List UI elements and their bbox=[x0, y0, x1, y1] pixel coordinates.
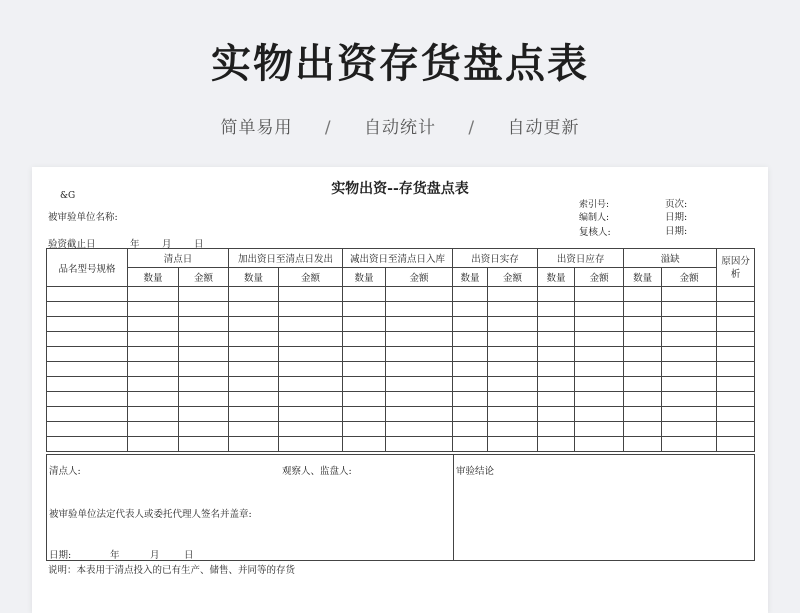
col-header-group: 出资日应存 bbox=[538, 249, 624, 268]
table-cell bbox=[128, 287, 179, 302]
table-cell bbox=[575, 302, 624, 317]
table-cell bbox=[717, 392, 755, 407]
table-cell bbox=[717, 437, 755, 452]
table-cell bbox=[386, 407, 453, 422]
table-cell bbox=[717, 287, 755, 302]
table-cell bbox=[538, 407, 575, 422]
table-cell bbox=[662, 392, 717, 407]
table-cell bbox=[717, 422, 755, 437]
table-cell bbox=[279, 302, 343, 317]
table-cell bbox=[128, 377, 179, 392]
separator: / bbox=[324, 118, 332, 138]
table-cell bbox=[128, 422, 179, 437]
page-label: 页次: bbox=[665, 199, 688, 210]
table-cell bbox=[386, 332, 453, 347]
table-cell bbox=[386, 347, 453, 362]
table-cell bbox=[624, 287, 662, 302]
table-cell bbox=[717, 332, 755, 347]
table-cell bbox=[717, 377, 755, 392]
col-header-group: 清点日 bbox=[128, 249, 229, 268]
table-row bbox=[47, 347, 755, 362]
table-cell bbox=[229, 317, 279, 332]
table-cell bbox=[575, 392, 624, 407]
table-row bbox=[47, 317, 755, 332]
feature-item: 自动更新 bbox=[507, 118, 580, 138]
table-cell bbox=[47, 347, 128, 362]
table-cell bbox=[488, 317, 538, 332]
col-header-amount: 金额 bbox=[488, 268, 538, 287]
col-header-group: 加出资日至清点日发出 bbox=[229, 249, 343, 268]
table-cell bbox=[662, 317, 717, 332]
separator: / bbox=[468, 118, 476, 138]
table-cell bbox=[662, 422, 717, 437]
table-cell bbox=[624, 377, 662, 392]
footer-month: 月 bbox=[150, 550, 160, 561]
table-cell bbox=[279, 332, 343, 347]
table-row bbox=[47, 422, 755, 437]
table-cell bbox=[386, 302, 453, 317]
table-cell bbox=[575, 362, 624, 377]
table-cell bbox=[229, 362, 279, 377]
table-cell bbox=[386, 437, 453, 452]
table-row bbox=[47, 332, 755, 347]
table-cell bbox=[538, 437, 575, 452]
cutoff-month: 月 bbox=[162, 239, 172, 250]
table-cell bbox=[575, 437, 624, 452]
footer-date-label: 日期: bbox=[49, 550, 72, 561]
table-cell bbox=[47, 362, 128, 377]
table-cell bbox=[575, 422, 624, 437]
footer-day: 日 bbox=[184, 550, 194, 561]
table-cell bbox=[343, 422, 386, 437]
table-cell bbox=[343, 302, 386, 317]
feature-item: 自动统计 bbox=[364, 118, 436, 138]
table-cell bbox=[179, 362, 229, 377]
table-cell bbox=[229, 332, 279, 347]
table-cell bbox=[575, 287, 624, 302]
table-row bbox=[47, 377, 755, 392]
col-header-qty: 数量 bbox=[128, 268, 179, 287]
col-header-group: 溢缺 bbox=[624, 249, 717, 268]
table-cell bbox=[453, 317, 488, 332]
table-cell bbox=[386, 362, 453, 377]
table-cell bbox=[488, 332, 538, 347]
table-cell bbox=[47, 287, 128, 302]
table-cell bbox=[179, 317, 229, 332]
table-cell bbox=[279, 347, 343, 362]
table-cell bbox=[575, 347, 624, 362]
table-row bbox=[47, 407, 755, 422]
table-cell bbox=[717, 362, 755, 377]
table-cell bbox=[179, 422, 229, 437]
table-cell bbox=[179, 437, 229, 452]
table-cell bbox=[538, 332, 575, 347]
table-cell bbox=[538, 362, 575, 377]
inventory-table bbox=[46, 248, 755, 452]
table-cell bbox=[229, 422, 279, 437]
counter-label: 清点人: bbox=[49, 466, 81, 477]
table-cell bbox=[179, 332, 229, 347]
table-cell bbox=[343, 287, 386, 302]
table-cell bbox=[179, 377, 229, 392]
table-cell bbox=[128, 362, 179, 377]
table-row bbox=[47, 302, 755, 317]
table-cell bbox=[229, 287, 279, 302]
table-cell bbox=[488, 422, 538, 437]
table-cell bbox=[717, 347, 755, 362]
col-header-qty: 数量 bbox=[453, 268, 488, 287]
table-row bbox=[47, 287, 755, 302]
table-row bbox=[47, 362, 755, 377]
table-cell bbox=[538, 347, 575, 362]
table-cell bbox=[47, 392, 128, 407]
table-cell bbox=[386, 317, 453, 332]
table-cell bbox=[128, 392, 179, 407]
table-cell bbox=[229, 437, 279, 452]
table-cell bbox=[662, 347, 717, 362]
table-cell bbox=[453, 332, 488, 347]
footer-table bbox=[46, 454, 755, 561]
table-cell bbox=[488, 302, 538, 317]
sheet-title: 实物出资--存货盘点表 bbox=[331, 181, 469, 197]
table-cell bbox=[488, 347, 538, 362]
feature-list bbox=[0, 113, 800, 138]
table-cell bbox=[128, 317, 179, 332]
prepared-date-label: 日期: bbox=[665, 212, 688, 223]
conclusion-section bbox=[454, 455, 755, 561]
table-cell bbox=[453, 302, 488, 317]
note-text: 说明：本表用于清点投入的已有生产、储售、并同等的存货 bbox=[48, 565, 296, 576]
signature-section bbox=[47, 455, 454, 561]
cutoff-day: 日 bbox=[194, 239, 204, 250]
table-cell bbox=[453, 287, 488, 302]
table-cell bbox=[624, 347, 662, 362]
table-cell bbox=[575, 377, 624, 392]
table-cell bbox=[662, 302, 717, 317]
table-cell bbox=[47, 407, 128, 422]
inventory-table-body bbox=[47, 287, 755, 452]
table-cell bbox=[279, 392, 343, 407]
table-cell bbox=[179, 302, 229, 317]
reviewed-date-label: 日期: bbox=[665, 226, 688, 237]
conclusion-label: 审验结论 bbox=[456, 466, 495, 477]
table-cell bbox=[47, 377, 128, 392]
table-cell bbox=[128, 302, 179, 317]
index-label: 索引号: bbox=[579, 200, 610, 210]
cutoff-date-label: 验资截止日 bbox=[48, 239, 96, 250]
observer-label: 观察人、监盘人: bbox=[282, 466, 352, 477]
table-cell bbox=[538, 317, 575, 332]
table-cell bbox=[453, 392, 488, 407]
table-cell bbox=[343, 332, 386, 347]
col-header-group: 减出资日至清点日入库 bbox=[343, 249, 453, 268]
table-cell bbox=[624, 422, 662, 437]
table-cell bbox=[128, 332, 179, 347]
table-cell bbox=[386, 377, 453, 392]
col-header-amount: 金额 bbox=[179, 268, 229, 287]
table-cell bbox=[128, 407, 179, 422]
table-cell bbox=[229, 302, 279, 317]
table-cell bbox=[343, 347, 386, 362]
col-header-qty: 数量 bbox=[624, 268, 662, 287]
table-cell bbox=[386, 287, 453, 302]
table-cell bbox=[624, 437, 662, 452]
table-cell bbox=[179, 392, 229, 407]
table-cell bbox=[279, 287, 343, 302]
table-cell bbox=[343, 392, 386, 407]
table-cell bbox=[624, 362, 662, 377]
table-cell bbox=[47, 302, 128, 317]
table-cell bbox=[343, 377, 386, 392]
table-cell bbox=[575, 407, 624, 422]
col-header-group: 出资日实存 bbox=[453, 249, 538, 268]
table-cell bbox=[717, 317, 755, 332]
table-cell bbox=[453, 437, 488, 452]
table-cell bbox=[279, 422, 343, 437]
table-cell bbox=[488, 392, 538, 407]
table-cell bbox=[386, 392, 453, 407]
table-cell bbox=[229, 392, 279, 407]
table-cell bbox=[229, 377, 279, 392]
table-cell bbox=[624, 317, 662, 332]
col-header-amount: 金额 bbox=[662, 268, 717, 287]
footer-year: 年 bbox=[110, 550, 120, 561]
table-cell bbox=[343, 437, 386, 452]
table-cell bbox=[538, 392, 575, 407]
table-cell bbox=[279, 377, 343, 392]
table-cell bbox=[343, 317, 386, 332]
table-cell bbox=[488, 407, 538, 422]
table-cell bbox=[624, 407, 662, 422]
col-header-reason: 原因分析 bbox=[717, 249, 755, 287]
table-cell bbox=[624, 392, 662, 407]
reviewer-label: 复核人: bbox=[579, 227, 611, 238]
table-cell bbox=[662, 332, 717, 347]
signature-label: 被审验单位法定代表人或委托代理人签名并盖章: bbox=[49, 509, 252, 520]
table-cell bbox=[279, 362, 343, 377]
preparer-label: 编制人: bbox=[579, 213, 610, 223]
table-cell bbox=[662, 437, 717, 452]
col-header-qty: 数量 bbox=[538, 268, 575, 287]
table-cell bbox=[47, 332, 128, 347]
table-cell bbox=[343, 362, 386, 377]
table-cell bbox=[279, 437, 343, 452]
table-cell bbox=[717, 302, 755, 317]
table-cell bbox=[179, 347, 229, 362]
table-cell bbox=[662, 362, 717, 377]
table-row bbox=[47, 392, 755, 407]
audited-unit-label: 被审验单位名称: bbox=[48, 212, 118, 223]
table-cell bbox=[575, 317, 624, 332]
table-cell bbox=[386, 422, 453, 437]
table-cell bbox=[662, 407, 717, 422]
table-cell bbox=[662, 287, 717, 302]
col-header-amount: 金额 bbox=[575, 268, 624, 287]
col-header-amount: 金额 bbox=[279, 268, 343, 287]
table-cell bbox=[128, 347, 179, 362]
table-cell bbox=[453, 407, 488, 422]
table-cell bbox=[488, 377, 538, 392]
col-header-qty: 数量 bbox=[229, 268, 279, 287]
table-cell bbox=[179, 407, 229, 422]
inventory-sheet-preview bbox=[32, 167, 768, 613]
table-cell bbox=[717, 407, 755, 422]
table-cell bbox=[538, 302, 575, 317]
table-cell bbox=[47, 317, 128, 332]
table-cell bbox=[538, 287, 575, 302]
table-cell bbox=[662, 377, 717, 392]
col-header-amount: 金额 bbox=[386, 268, 453, 287]
table-cell bbox=[47, 437, 128, 452]
cutoff-year: 年 bbox=[130, 239, 140, 250]
table-cell bbox=[488, 287, 538, 302]
table-cell bbox=[538, 422, 575, 437]
table-cell bbox=[229, 407, 279, 422]
sheet-mark: &G bbox=[60, 191, 76, 201]
table-cell bbox=[575, 332, 624, 347]
table-cell bbox=[47, 422, 128, 437]
table-cell bbox=[453, 362, 488, 377]
table-cell bbox=[453, 377, 488, 392]
page-title: 实物出资存货盘点表 bbox=[211, 41, 589, 87]
table-cell bbox=[453, 347, 488, 362]
feature-item: 简单易用 bbox=[220, 118, 293, 138]
table-cell bbox=[279, 407, 343, 422]
table-cell bbox=[488, 437, 538, 452]
table-cell bbox=[624, 302, 662, 317]
table-cell bbox=[343, 407, 386, 422]
col-header-item: 品名型号规格 bbox=[47, 249, 128, 287]
table-cell bbox=[624, 332, 662, 347]
table-row bbox=[47, 437, 755, 452]
table-cell bbox=[538, 377, 575, 392]
table-cell bbox=[229, 347, 279, 362]
table-cell bbox=[453, 422, 488, 437]
table-cell bbox=[488, 362, 538, 377]
table-cell bbox=[279, 317, 343, 332]
table-cell bbox=[128, 437, 179, 452]
col-header-qty: 数量 bbox=[343, 268, 386, 287]
table-cell bbox=[179, 287, 229, 302]
